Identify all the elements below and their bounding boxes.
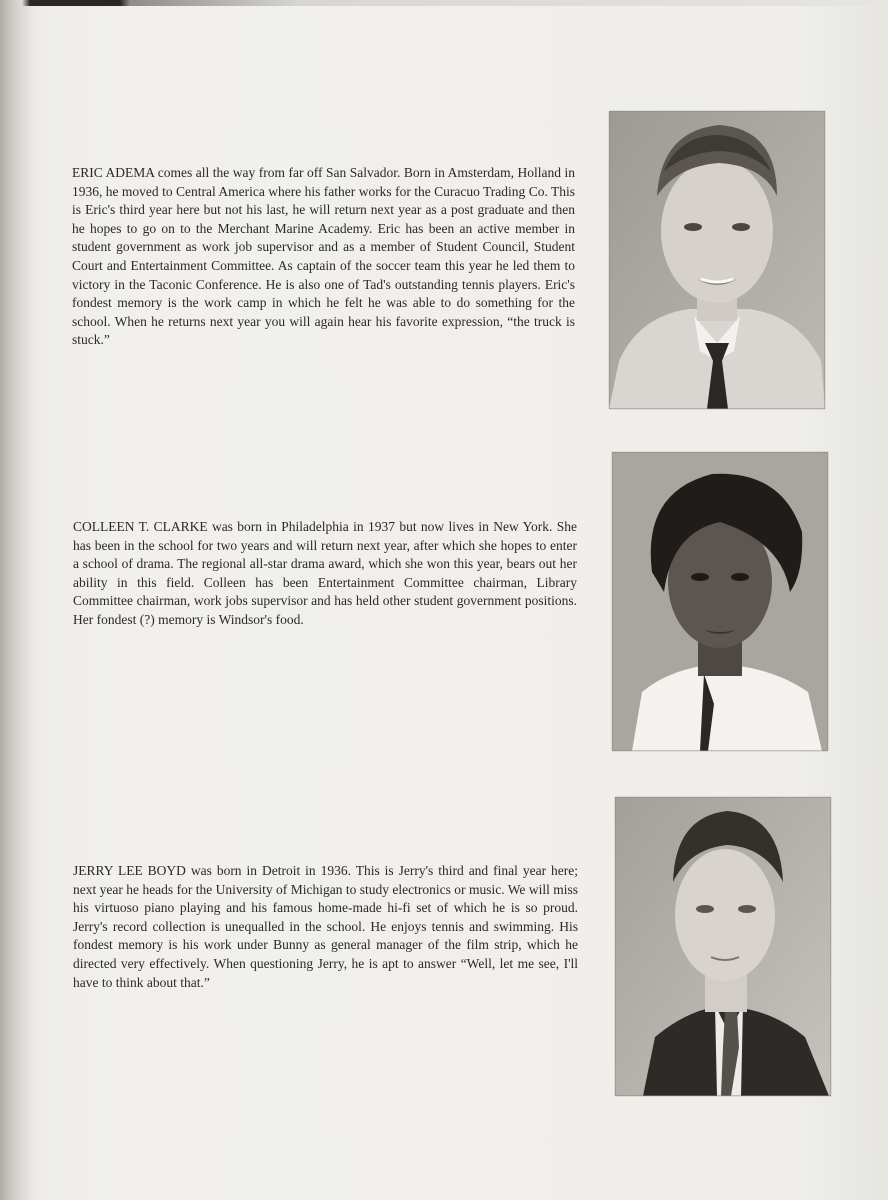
portrait-photo-jerry-lee-boyd — [615, 797, 831, 1096]
portrait-photo-colleen-clarke — [612, 452, 828, 751]
bio-eric-adema: ERIC ADEMA comes all the way from far off San Salvador. Born in Amsterdam, Holland in 1936, he moved to Central America where his father works for the Curacuo Trading Co. This is Eric's third year here but not his last, he will return next year as a post graduate and then he hopes to go on to the Merchant Marine Academy. Eric has been an active member in student government as work job supervisor and as a member of Student Council, Student Court and Entertainment Committee. As captain of the soccer team this year he led them to victory in the Taconic Conference. He is also one of Tad's outstanding tennis players. Eric's fondest memory is the work camp in which he felt he was able to do something for the school. When he returns next year you will again hear his favorite expression, “the truck is stuck.” — [72, 165, 575, 348]
portrait-photo-eric-adema — [609, 111, 825, 409]
scan-top-edge — [0, 0, 888, 6]
bio-colleen-clarke: COLLEEN T. CLARKE was born in Philadelphia in 1937 but now lives in New York. She has been in the school for two years and will return next year, after which she hopes to enter a school of drama. The regional all-star drama award, which she won this year, bears out her ability in this field. Colleen has been Entertainment Committee chairman, Library Committee chairman, work jobs supervisor and has held other student government positions. Her fondest (?) memory is Windsor's food. — [73, 519, 577, 627]
page-binding-shadow — [0, 0, 30, 1200]
bio-jerry-lee-boyd: JERRY LEE BOYD was born in Detroit in 1936. This is Jerry's third and final year here; next year he heads for the University of Michigan to study electronics or music. We will miss his virtuoso piano playing and his famous home-made hi-fi set of which he is so proud. Jerry's record collection is unequalled in the school. He enjoys tennis and swimming. His fondest memory is his work under Bunny as general manager of the film strip, which he directed very effectively. When questioning Jerry, he is apt to answer “Well, let me see, I'll have to think about that.” — [73, 863, 578, 990]
